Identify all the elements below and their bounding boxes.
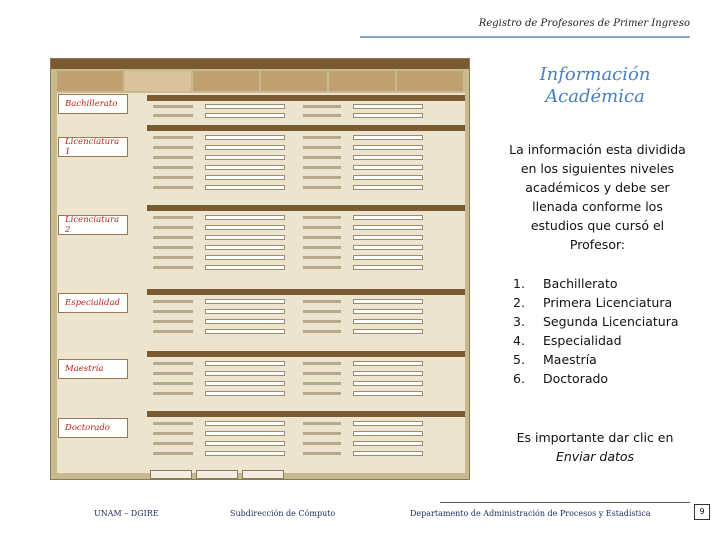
form-tab <box>57 71 123 91</box>
form-field-row <box>153 245 463 250</box>
level-item: 6. Doctorado <box>513 371 609 386</box>
submit-note <box>510 428 680 466</box>
form-field-row <box>153 391 463 396</box>
form-buttons <box>150 470 284 479</box>
form-field-row <box>153 265 463 270</box>
header-divider <box>360 36 690 38</box>
label-licenciatura-1: Licenciatura 1 <box>58 137 128 157</box>
label-maestria: Maestría <box>58 359 128 379</box>
form-field-row <box>153 175 463 180</box>
label-especialidad: Especialidad <box>58 293 128 313</box>
form-tab <box>193 71 259 91</box>
level-item: 5. Maestría <box>513 352 597 367</box>
section-title-line-1: Información <box>539 64 651 85</box>
footer-org: UNAM – DGIRE <box>94 509 159 518</box>
form-section-bar <box>147 205 465 211</box>
form-field-row <box>153 329 463 334</box>
level-item: 1. Bachillerato <box>513 276 618 291</box>
label-doctorado: Doctorado <box>58 418 128 438</box>
header-title: Registro de Profesores de Primer Ingreso <box>478 18 690 29</box>
form-section-bar <box>147 125 465 131</box>
form-section-bar <box>147 351 465 357</box>
form-button <box>150 470 192 479</box>
section-description: La información esta dividida en los siguientes niveles académicos y debe ser llenada conforme los estudios que cursó el Profesor: <box>509 142 686 252</box>
form-button <box>242 470 284 479</box>
form-field-row <box>153 225 463 230</box>
form-field-row <box>153 451 463 456</box>
section-title-line-2: Académica <box>545 86 645 107</box>
form-section-bar <box>147 95 465 101</box>
form-field-row <box>153 381 463 386</box>
form-field-row <box>153 255 463 260</box>
label-bachillerato: Bachillerato <box>58 94 128 114</box>
form-tab <box>261 71 327 91</box>
form-screenshot-topbar <box>51 59 469 69</box>
form-field-row <box>153 309 463 314</box>
form-field-row <box>153 155 463 160</box>
form-field-row <box>153 135 463 140</box>
level-item: 3. Segunda Licenciatura <box>513 314 679 329</box>
form-section-bar <box>147 289 465 295</box>
form-tab-active <box>125 71 191 91</box>
form-field-row <box>153 299 463 304</box>
form-field-row <box>153 235 463 240</box>
footer-department: Subdirección de Cómputo <box>230 509 336 518</box>
form-field-row <box>153 165 463 170</box>
footer-office: Departamento de Administración de Procesos y Estadística <box>410 509 651 518</box>
form-screenshot <box>50 58 470 480</box>
form-section-bar <box>147 411 465 417</box>
form-field-row <box>153 431 463 436</box>
section-title <box>510 64 680 108</box>
form-button <box>196 470 238 479</box>
footer-divider <box>440 502 690 503</box>
form-field-row <box>153 215 463 220</box>
level-item: 4. Especialidad <box>513 333 622 348</box>
submit-note-text: Es importante dar clic en <box>516 430 674 445</box>
form-field-row <box>153 421 463 426</box>
level-list <box>513 274 693 388</box>
form-field-row <box>153 371 463 376</box>
form-field-row <box>153 361 463 366</box>
form-tab <box>397 71 463 91</box>
form-field-row <box>153 145 463 150</box>
label-licenciatura-2: Licenciatura 2 <box>58 215 128 235</box>
form-field-row <box>153 441 463 446</box>
form-field-row <box>153 185 463 190</box>
form-field-row <box>153 113 463 118</box>
submit-note-emphasis: Enviar datos <box>555 449 635 464</box>
form-tab <box>329 71 395 91</box>
form-field-row <box>153 104 463 109</box>
level-item: 2. Primera Licenciatura <box>513 295 673 310</box>
form-tabs <box>57 71 465 91</box>
form-field-row <box>153 319 463 324</box>
page-number: 9 <box>694 504 710 520</box>
